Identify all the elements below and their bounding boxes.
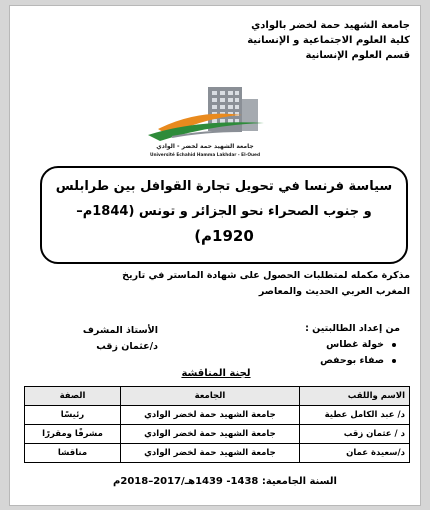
member-role: مناقشا [25,444,121,463]
member-name: د/سعيدة عمان [299,444,409,463]
academic-year: السنة الجامعية: 1438- 1439هـ/2017–2018م [113,476,337,487]
supervisor-label: الأستاذ المشرف [82,325,158,336]
logo-french-text: Université Echahid Hamma Lakhdar - El-Oued [149,153,261,158]
header-role: الصفة [25,387,121,406]
student-name-1: خولة غطاس [240,337,400,353]
university-logo [138,85,272,160]
header-university: الجامعة [121,387,300,406]
prepared-by-label: من إعداد الطالبتين : [305,323,400,334]
thesis-title-line-1: سياسة فرنسا في تحويل تجارة القوافل بين طرابلس [55,179,393,194]
committee-table [24,386,410,463]
member-name: د / عثمان زقب [299,425,409,444]
committee-header-row [25,387,410,406]
header-name: الاسم واللقب [299,387,409,406]
member-role: مشرفًا ومقررًا [25,425,121,444]
faculty-name: كلية العلوم الاجتماعية و الإنسانية [247,35,410,46]
member-role: رئيسًا [25,406,121,425]
memo-line-2: المغرب العربي الحديث والمعاصر [258,286,410,297]
document-page [9,5,421,506]
supervisor-block [38,323,158,355]
table-row [25,406,410,425]
student-name-2: صفاء بوحفص [240,353,400,369]
table-row [25,425,410,444]
member-university: جامعة الشهيد حمة لخضر الوادي [121,444,300,463]
university-name: جامعة الشهيد حمة لخضر بالوادي [251,20,410,31]
member-university: جامعة الشهيد حمة لخضر الوادي [121,406,300,425]
logo-arabic-text: جامعة الشهيد حمة لخضر - الوادي [156,143,254,150]
member-university: جامعة الشهيد حمة لخضر الوادي [121,425,300,444]
supervisor-name: د/عثمان زقب [96,341,158,352]
prepared-by-block [240,321,400,369]
thesis-title-box [40,166,408,264]
member-name: د/ عبد الكامل عطية [299,406,409,425]
thesis-title-line-3: 1920م) [194,227,254,245]
department-name: قسم العلوم الإنسانية [305,50,410,61]
table-row [25,444,410,463]
institution-header [160,18,410,63]
memo-description [40,268,410,300]
memo-line-1: مذكرة مكمله لمتطلبات الحصول على شهادة الماستر في تاريخ [122,270,410,281]
committee-title: لجنة المناقشة [181,368,251,379]
thesis-title-line-2: و جنوب الصحراء نحو الجزائر و تونس (1844م– [76,204,372,219]
